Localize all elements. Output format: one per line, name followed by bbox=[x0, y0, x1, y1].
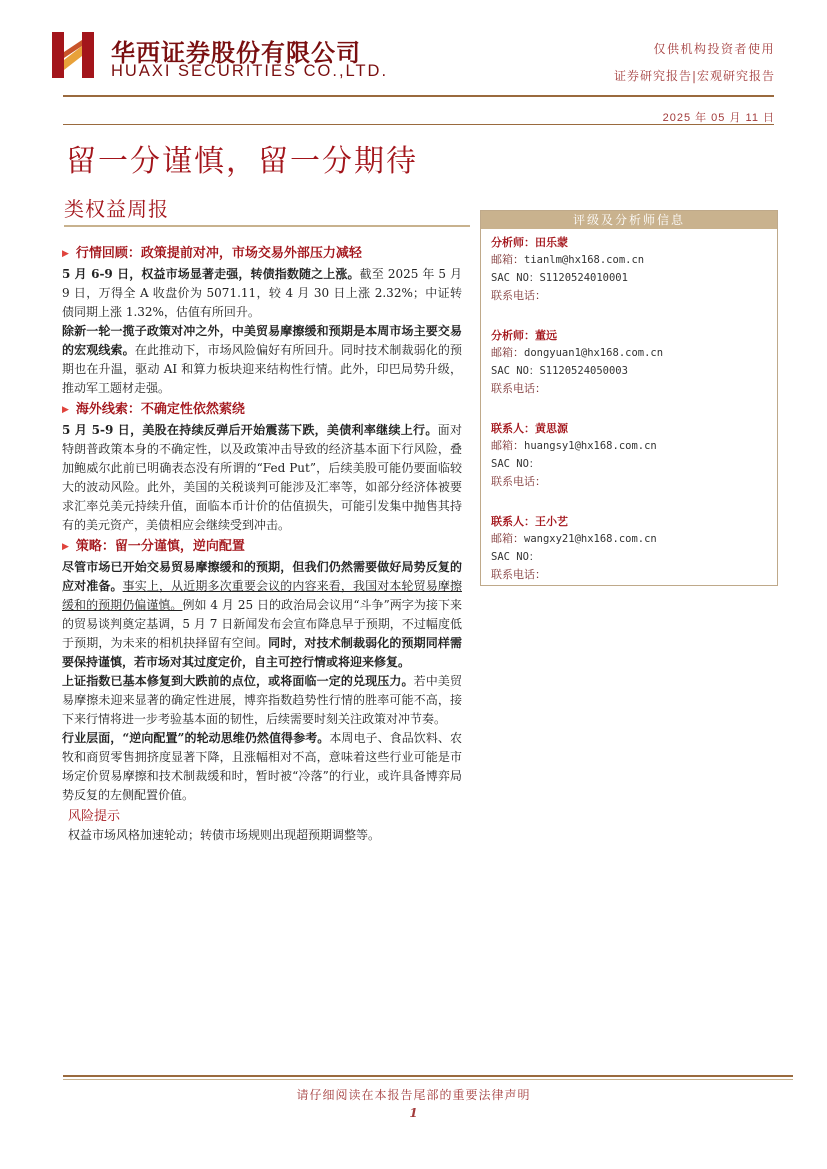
report-date: 2025 年 05 月 11 日 bbox=[662, 112, 775, 124]
phone-label: 联系电话： bbox=[491, 382, 546, 395]
analyst-info-panel bbox=[480, 210, 778, 586]
audience-note: 仅供机构投资者使用 bbox=[653, 42, 775, 56]
sac-number: S1120524010001 bbox=[539, 272, 628, 284]
section-heading-market-review: ▶ 行情回顾：政策提前对冲，市场交易外部压力减轻 bbox=[62, 246, 362, 261]
paragraph: 行业层面，“逆向配置”的轮动思维仍然值得参考。本周电子、食品饮料、农牧和商贸零售拥挤度显著下降，且涨幅相对不高，意味着这些行业可能是市场定价贸易摩擦和技术制裁缓和时，暂时被“冷落”的行业，或许具备博弈局势反复的左侧配置价值。 bbox=[62, 731, 462, 802]
paragraph: 5 月 6-9 日，权益市场显著走强，转债指数随之上涨。截至 2025 年 5 月 9 日，万得全 A 收盘价为 5071.11，较 4 月 30 日上涨 2.32%；中证转债同期上涨 1.32%，估值有所回升。 bbox=[62, 267, 462, 319]
contact-email[interactable]: wangxy21@hx168.com.cn bbox=[524, 533, 657, 545]
analyst-name: 分析师：董远 bbox=[491, 329, 557, 342]
analyst-email[interactable]: dongyuan1@hx168.com.cn bbox=[524, 347, 664, 359]
triangle-bullet-icon: ▶ bbox=[62, 249, 69, 259]
subtitle-divider bbox=[64, 225, 470, 227]
report-title: 留一分谨慎，留一分期待 bbox=[66, 144, 418, 179]
analyst-panel-header: 评级及分析师信息 bbox=[481, 211, 777, 229]
analyst-email[interactable]: tianlm@hx168.com.cn bbox=[524, 254, 645, 266]
section-heading-overseas: ▶ 海外线索：不确定性依然萦绕 bbox=[62, 402, 245, 417]
contact-card: 联系人：黄思源 邮箱：huangsy1@hx168.com.cn SAC NO： 联系电话： bbox=[491, 420, 767, 490]
company-name-cn: 华西证券股份有限公司 bbox=[111, 39, 361, 67]
contact-name: 联系人：黄思源 bbox=[491, 422, 568, 435]
risk-text: 权益市场风格加速轮动；转债市场规则出现超预期调整等。 bbox=[68, 828, 381, 842]
phone-label: 联系电话： bbox=[491, 289, 546, 302]
contact-card: 联系人：王小艺 邮箱：wangxy21@hx168.com.cn SAC NO： 联系电话： bbox=[491, 513, 767, 583]
section-heading-strategy: ▶ 策略：留一分谨慎，逆向配置 bbox=[62, 539, 245, 554]
page-number: 1 bbox=[409, 1106, 418, 1120]
huaxi-logo-icon bbox=[52, 32, 96, 78]
phone-label: 联系电话： bbox=[491, 568, 546, 581]
sac-number: S1120524050003 bbox=[539, 365, 628, 377]
analyst-card: 分析师：田乐蒙 邮箱：tianlm@hx168.com.cn SAC NO：S1120524010001 联系电话： bbox=[491, 234, 767, 304]
triangle-bullet-icon: ▶ bbox=[62, 542, 69, 552]
analyst-name: 分析师：田乐蒙 bbox=[491, 236, 568, 249]
legal-disclaimer: 请仔细阅读在本报告尾部的重要法律声明 bbox=[296, 1088, 531, 1102]
analyst-list bbox=[481, 229, 777, 611]
header-divider bbox=[63, 95, 774, 97]
paragraph: 尽管市场已开始交易贸易摩擦缓和的预期，但我们仍然需要做好局势反复的应对准备。事实上，从近期多次重要会议的内容来看，我国对本轮贸易摩擦缓和的预期仍偏谨慎。例如 4 月 25 日的政治局会议用“斗争”两字为接下来的贸易谈判奠定基调，5 月 7 日新闻发布会宣布降息早于预期，不过幅度低于预期，为未来的相机抉择留有空间。同时，对技术制裁弱化的预期同样需要保持谨慎，若市场对其过度定价，自主可控行情或将迎来修复。 bbox=[62, 560, 462, 669]
report-subtitle: 类权益周报 bbox=[64, 197, 169, 221]
main-content bbox=[62, 242, 462, 845]
contact-name: 联系人：王小艺 bbox=[491, 515, 568, 528]
company-name-en: HUAXI SECURITIES CO.,LTD. bbox=[111, 62, 389, 80]
contact-email[interactable]: huangsy1@hx168.com.cn bbox=[524, 440, 657, 452]
footer-divider bbox=[63, 1075, 793, 1077]
paragraph: 上证指数已基本修复到大跌前的点位，或将面临一定的兑现压力。若中美贸易摩擦未迎来显著的确定性进展，博弈指数趋势性行情的胜率可能不高，接下来行情将进一步考验基本面的韧性，后续需要时刻关注政策对冲节奏。 bbox=[62, 674, 462, 726]
triangle-bullet-icon: ▶ bbox=[62, 405, 69, 415]
paragraph: 5 月 5-9 日，美股在持续反弹后开始震荡下跌，美债利率继续上行。面对特朗普政策本身的不确定性，以及政策冲击导致的经济基本面下行风险，叠加鲍威尔此前已明确表态没有所谓的“Fed Put”，后续美股可能仍要面临较大的波动风险。此外，美国的关税谈判可能涉及汇率等，如部分经济体被要求汇率兑美元持续升值，面临本币计价的估值损失，可能引发集中抛售其持有的美元资产，美债相应会继续受到冲击。 bbox=[62, 423, 462, 532]
risk-heading: 风险提示 bbox=[68, 809, 121, 824]
footer-divider-thin bbox=[63, 1079, 793, 1080]
phone-label: 联系电话： bbox=[491, 475, 546, 488]
analyst-card: 分析师：董远 邮箱：dongyuan1@hx168.com.cn SAC NO：S1120524050003 联系电话： bbox=[491, 327, 767, 397]
report-type: 证券研究报告|宏观研究报告 bbox=[613, 69, 775, 83]
date-divider bbox=[63, 124, 774, 125]
paragraph: 除新一轮一揽子政策对冲之外，中美贸易摩擦缓和预期是本周市场主要交易的宏观线索。在此推动下，市场风险偏好有所回升。同时技术制裁弱化的预期也在升温，驱动 AI 和算力板块迎来结构性行情。此外，印巴局势升级，推动军工题材走强。 bbox=[62, 324, 462, 395]
